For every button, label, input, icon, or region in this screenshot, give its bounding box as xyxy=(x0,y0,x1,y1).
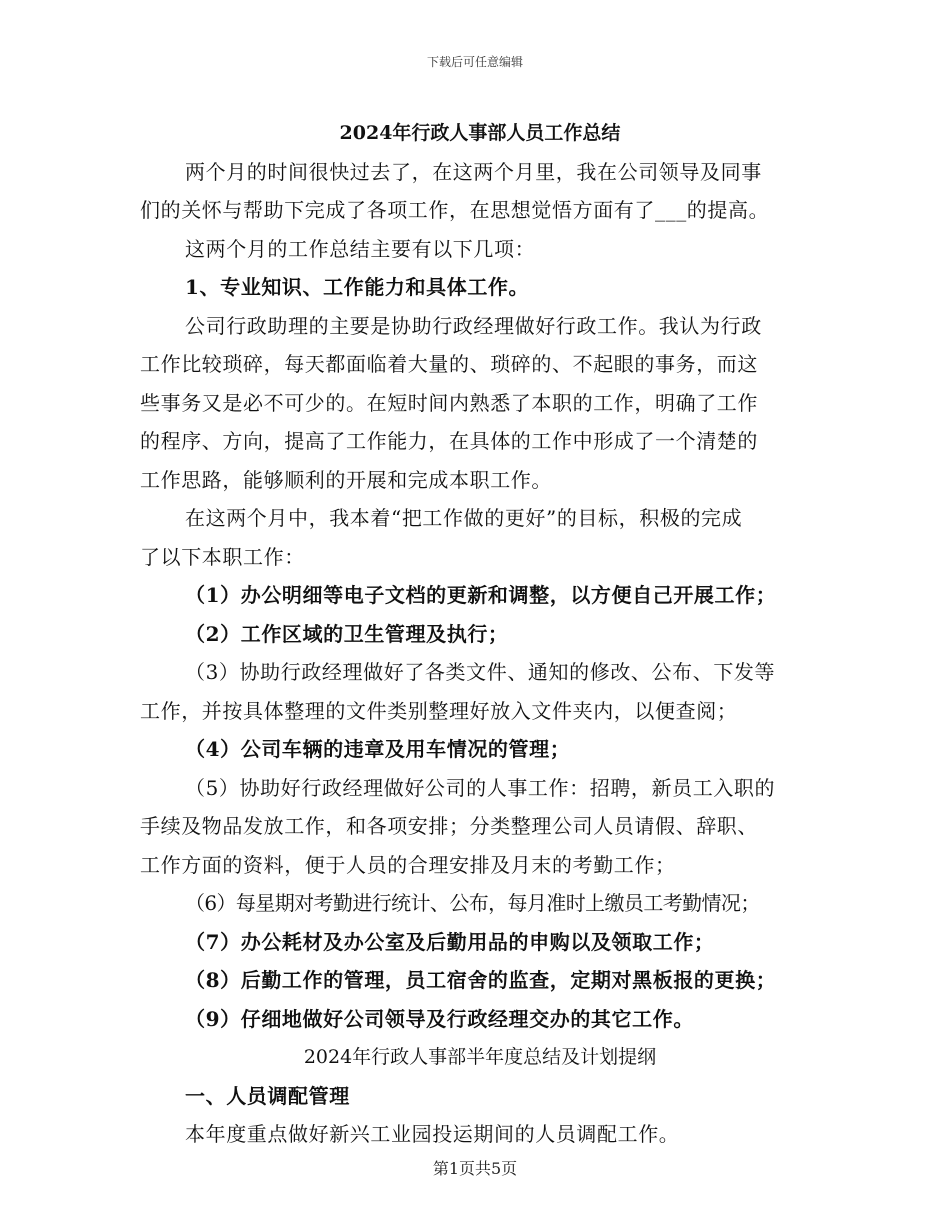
list-item: （8）后勤工作的管理，员工宿舍的监查，定期对黑板报的更换； xyxy=(185,968,777,992)
paragraph-line: 两个月的时间很快过去了，在这两个月里，我在公司领导及同事 xyxy=(185,159,762,184)
paragraph-line: 工作思路，能够顺利的开展和完成本职工作。 xyxy=(140,467,552,492)
list-item: （3）协助行政经理做好了各类文件、通知的修改、公布、下发等 xyxy=(185,660,776,684)
list-item: （4）公司车辆的违章及用车情况的管理； xyxy=(185,737,571,761)
section-heading-1: 1、专业知识、工作能力和具体工作。 xyxy=(185,275,530,299)
list-item: （6）每星期对考勤进行统计、公布，每月准时上缴员工考勤情况； xyxy=(185,891,760,915)
paragraph-line: 公司行政助理的主要是协助行政经理做好行政工作。我认为行政 xyxy=(185,313,762,338)
paragraph-line: 工作比较琐碎，每天都面临着大量的、琐碎的、不起眼的事务，而这 xyxy=(140,352,758,376)
paragraph-line: 的程序、方向，提高了工作能力，在具体的工作中形成了一个清楚的 xyxy=(140,429,758,453)
paragraph-line: 们的关怀与帮助下完成了各项工作，在思想觉悟方面有了___的提高。 xyxy=(140,198,770,222)
paragraph-line: 工作方面的资料，便于人员的合理安排及月末的考勤工作； xyxy=(140,852,676,877)
page-number: 第1页共5页 xyxy=(432,1159,518,1178)
paragraph-line: 了以下本职工作： xyxy=(140,544,305,569)
paragraph-line: 手续及物品发放工作，和各项安排；分类整理公司人员请假、辞职、 xyxy=(140,814,758,838)
paragraph-line: 这两个月的工作总结主要有以下几项： xyxy=(185,236,536,261)
list-item: （5）协助好行政经理做好公司的人事工作：招聘，新员工入职的 xyxy=(185,775,776,800)
document-title: 2024年行政人事部人员工作总结 xyxy=(339,122,621,144)
header-note: 下载后可任意编辑 xyxy=(426,55,523,69)
paragraph-line: 些事务又是必不可少的。在短时间内熟悉了本职的工作，明确了工作 xyxy=(140,390,758,415)
paragraph-line: 本年度重点做好新兴工业园投运期间的人员调配工作。 xyxy=(185,1122,680,1146)
section-heading: 一、人员调配管理 xyxy=(185,1083,350,1108)
list-item: （1）办公明细等电子文档的更新和调整，以方便自己开展工作； xyxy=(185,583,777,607)
document-subtitle: 2024年行政人事部半年度总结及计划提纲 xyxy=(303,1046,657,1068)
list-item: （9）仔细地做好公司领导及行政经理交办的其它工作。 xyxy=(185,1006,694,1031)
paragraph-line: 在这两个月中，我本着“把工作做的更好”的目标，积极的完成 xyxy=(185,506,743,530)
list-item: （7）办公耗材及办公室及后勤用品的申购以及领取工作； xyxy=(185,929,715,954)
document-body xyxy=(140,114,820,1154)
paragraph-line: 工作，并按具体整理的文件类别整理好放入文件夹内，以便查阅； xyxy=(140,698,738,723)
list-item: （2）工作区域的卫生管理及执行； xyxy=(185,621,509,646)
